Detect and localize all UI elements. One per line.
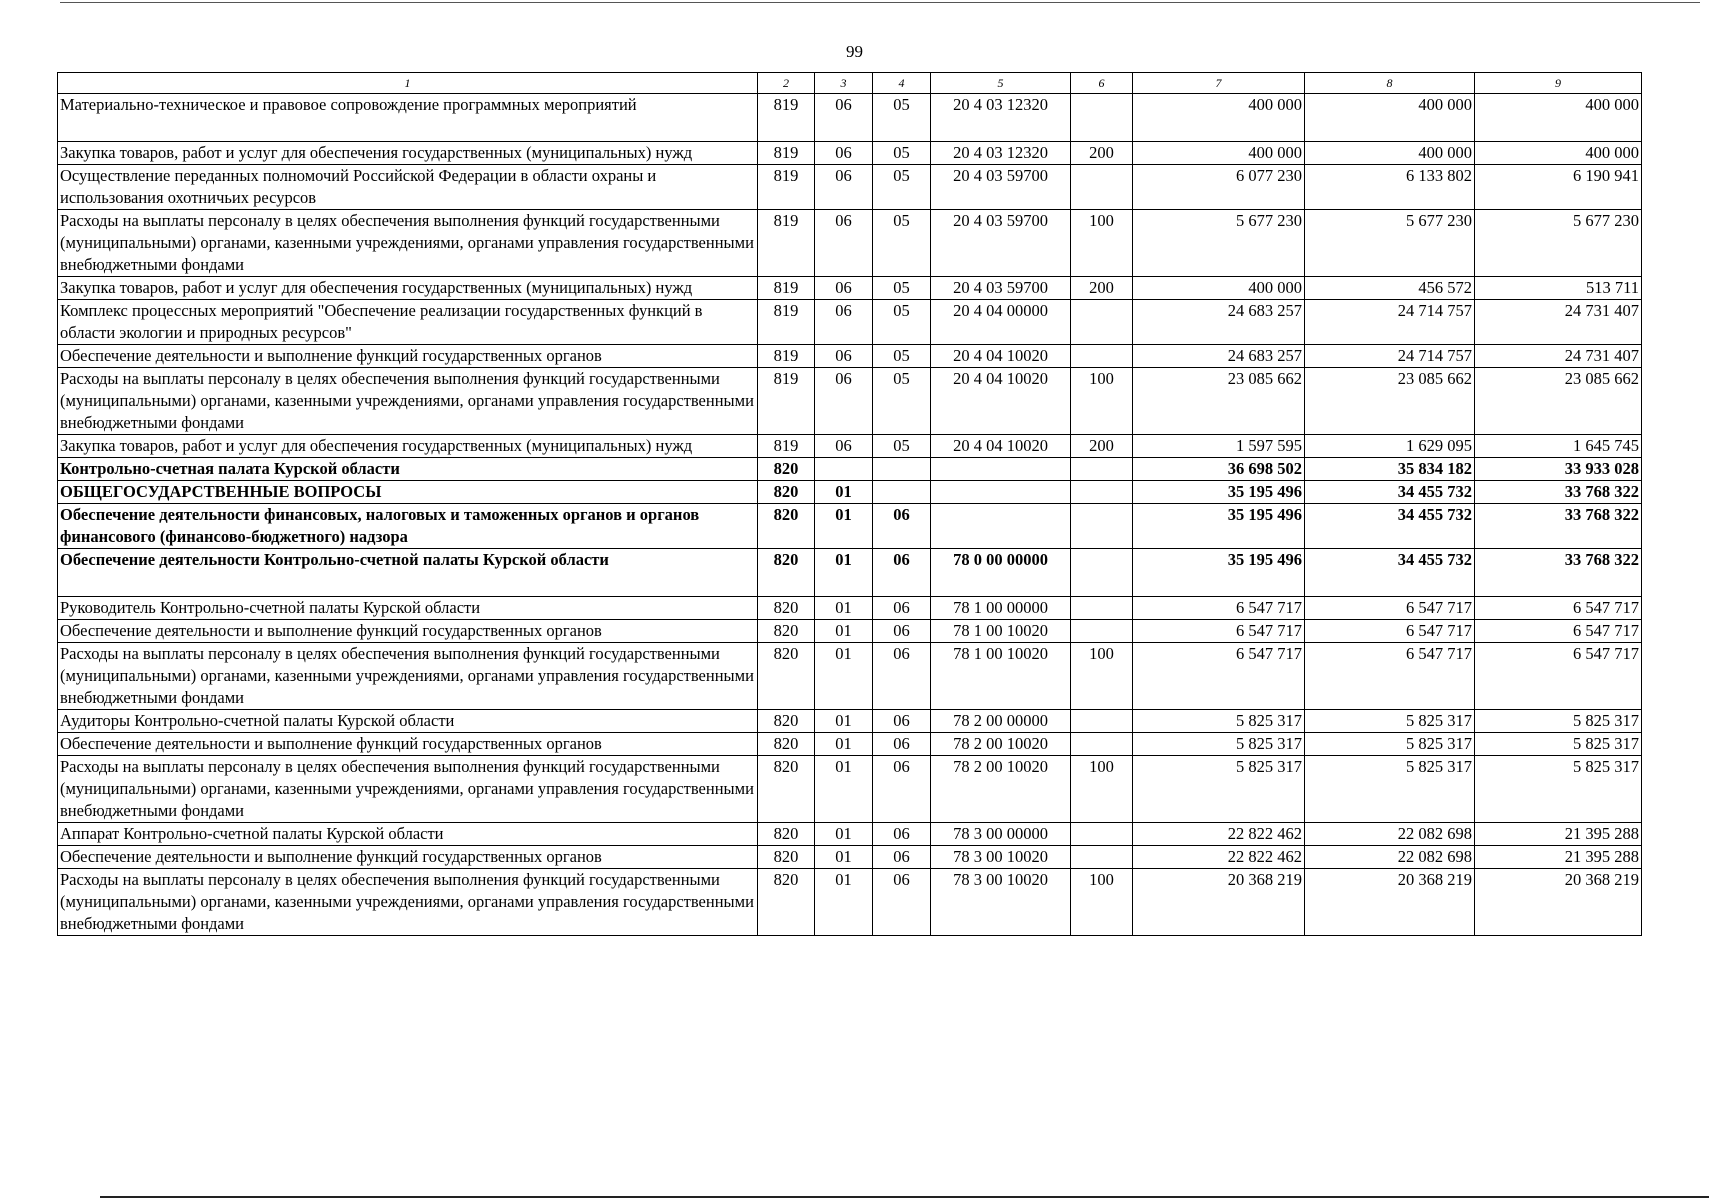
item-name: Закупка товаров, работ и услуг для обеспечения государственных (муниципальных) нужд: [58, 142, 758, 165]
amount-col-7: 35 195 496: [1133, 481, 1305, 504]
target-article-code: 20 4 03 59700: [931, 277, 1071, 300]
target-article-code: 20 4 03 59700: [931, 210, 1071, 277]
target-article-code: 78 2 00 10020: [931, 733, 1071, 756]
section-code: [815, 458, 873, 481]
amount-col-7: 5 677 230: [1133, 210, 1305, 277]
section-code: 01: [815, 504, 873, 549]
amount-col-7: 6 547 717: [1133, 643, 1305, 710]
table-row: [58, 643, 1642, 710]
expense-type-code: [1071, 300, 1133, 345]
expense-type-code: [1071, 94, 1133, 142]
ministry-code: 820: [758, 549, 815, 597]
amount-col-7: 6 547 717: [1133, 597, 1305, 620]
amount-col-7: 400 000: [1133, 94, 1305, 142]
item-name: Обеспечение деятельности и выполнение функций государственных органов: [58, 733, 758, 756]
subsection-code: 05: [873, 210, 931, 277]
target-article-code: 78 0 00 00000: [931, 549, 1071, 597]
section-code: 06: [815, 345, 873, 368]
amount-col-7: 36 698 502: [1133, 458, 1305, 481]
section-code: 01: [815, 643, 873, 710]
ministry-code: 820: [758, 504, 815, 549]
section-code: 01: [815, 733, 873, 756]
ministry-code: 819: [758, 368, 815, 435]
expense-type-code: 200: [1071, 142, 1133, 165]
table-row: [58, 597, 1642, 620]
target-article-code: 20 4 03 12320: [931, 94, 1071, 142]
subsection-code: [873, 481, 931, 504]
target-article-code: [931, 481, 1071, 504]
amount-col-8: 20 368 219: [1305, 869, 1475, 936]
section-code: 06: [815, 94, 873, 142]
ministry-code: 820: [758, 458, 815, 481]
item-name: Расходы на выплаты персоналу в целях обеспечения выполнения функций государственными (муниципальными) органами, казенными учреждениями, органами управления государственными внебюджетными фондами: [58, 368, 758, 435]
table-row: [58, 458, 1642, 481]
amount-col-9: 1 645 745: [1475, 435, 1642, 458]
section-code: 01: [815, 620, 873, 643]
subsection-code: 06: [873, 504, 931, 549]
amount-col-8: 24 714 757: [1305, 300, 1475, 345]
ministry-code: 819: [758, 345, 815, 368]
subsection-code: 05: [873, 165, 931, 210]
column-number: 3: [815, 73, 873, 94]
ministry-code: 819: [758, 142, 815, 165]
amount-col-9: 24 731 407: [1475, 345, 1642, 368]
expense-type-code: 200: [1071, 435, 1133, 458]
subsection-code: 05: [873, 94, 931, 142]
amount-col-7: 5 825 317: [1133, 733, 1305, 756]
ministry-code: 820: [758, 710, 815, 733]
ministry-code: 819: [758, 94, 815, 142]
column-number: 8: [1305, 73, 1475, 94]
table-row: [58, 733, 1642, 756]
expense-type-code: [1071, 549, 1133, 597]
item-name: Обеспечение деятельности и выполнение функций государственных органов: [58, 846, 758, 869]
section-code: 01: [815, 823, 873, 846]
amount-col-9: 21 395 288: [1475, 823, 1642, 846]
section-code: 01: [815, 597, 873, 620]
amount-col-7: 5 825 317: [1133, 710, 1305, 733]
table-row: [58, 277, 1642, 300]
amount-col-9: 5 825 317: [1475, 756, 1642, 823]
amount-col-8: 5 677 230: [1305, 210, 1475, 277]
amount-col-9: 24 731 407: [1475, 300, 1642, 345]
table-row: [58, 823, 1642, 846]
item-name: Обеспечение деятельности финансовых, налоговых и таможенных органов и органов финансового (финансово-бюджетного) надзора: [58, 504, 758, 549]
expense-type-code: [1071, 165, 1133, 210]
amount-col-7: 1 597 595: [1133, 435, 1305, 458]
amount-col-8: 34 455 732: [1305, 504, 1475, 549]
item-name: Контрольно-счетная палата Курской области: [58, 458, 758, 481]
table-row: [58, 300, 1642, 345]
subsection-code: 06: [873, 733, 931, 756]
section-code: 01: [815, 549, 873, 597]
subsection-code: [873, 458, 931, 481]
amount-col-9: 6 190 941: [1475, 165, 1642, 210]
section-code: 01: [815, 481, 873, 504]
table-row: [58, 710, 1642, 733]
amount-col-8: 5 825 317: [1305, 710, 1475, 733]
expense-type-code: 100: [1071, 756, 1133, 823]
table-row: [58, 345, 1642, 368]
item-name: Расходы на выплаты персоналу в целях обеспечения выполнения функций государственными (муниципальными) органами, казенными учреждениями, органами управления государственными внебюджетными фондами: [58, 869, 758, 936]
amount-col-7: 6 077 230: [1133, 165, 1305, 210]
subsection-code: 06: [873, 643, 931, 710]
amount-col-9: 5 825 317: [1475, 733, 1642, 756]
amount-col-8: 456 572: [1305, 277, 1475, 300]
column-number: 1: [58, 73, 758, 94]
table-row: [58, 549, 1642, 597]
target-article-code: 78 3 00 00000: [931, 823, 1071, 846]
budget-table: [57, 72, 1642, 936]
amount-col-9: 23 085 662: [1475, 368, 1642, 435]
target-article-code: 78 3 00 10020: [931, 869, 1071, 936]
bottom-rule: [100, 1196, 1709, 1198]
section-code: 06: [815, 142, 873, 165]
ministry-code: 819: [758, 435, 815, 458]
table-body: [58, 94, 1642, 936]
table-row: [58, 94, 1642, 142]
item-name: Комплекс процессных мероприятий "Обеспечение реализации государственных функций в области экологии и природных ресурсов": [58, 300, 758, 345]
item-name: Аппарат Контрольно-счетной палаты Курской области: [58, 823, 758, 846]
amount-col-8: 34 455 732: [1305, 481, 1475, 504]
section-code: 06: [815, 165, 873, 210]
subsection-code: 05: [873, 300, 931, 345]
amount-col-7: 24 683 257: [1133, 345, 1305, 368]
section-code: 01: [815, 846, 873, 869]
amount-col-9: 6 547 717: [1475, 597, 1642, 620]
ministry-code: 819: [758, 165, 815, 210]
column-number: 5: [931, 73, 1071, 94]
expense-type-code: [1071, 733, 1133, 756]
amount-col-7: 20 368 219: [1133, 869, 1305, 936]
column-number: 4: [873, 73, 931, 94]
section-code: 06: [815, 277, 873, 300]
ministry-code: 820: [758, 823, 815, 846]
amount-col-7: 22 822 462: [1133, 823, 1305, 846]
target-article-code: [931, 504, 1071, 549]
amount-col-7: 24 683 257: [1133, 300, 1305, 345]
expense-type-code: 200: [1071, 277, 1133, 300]
amount-col-7: 35 195 496: [1133, 504, 1305, 549]
amount-col-8: 1 629 095: [1305, 435, 1475, 458]
amount-col-9: 400 000: [1475, 142, 1642, 165]
top-rule: [60, 2, 1700, 3]
item-name: Материально-техническое и правовое сопровождение программных мероприятий: [58, 94, 758, 142]
item-name: Аудиторы Контрольно-счетной палаты Курской области: [58, 710, 758, 733]
subsection-code: 05: [873, 345, 931, 368]
table-row: [58, 756, 1642, 823]
expense-type-code: [1071, 846, 1133, 869]
target-article-code: 20 4 04 00000: [931, 300, 1071, 345]
item-name: ОБЩЕГОСУДАРСТВЕННЫЕ ВОПРОСЫ: [58, 481, 758, 504]
amount-col-8: 5 825 317: [1305, 756, 1475, 823]
table-row: [58, 481, 1642, 504]
item-name: Обеспечение деятельности и выполнение функций государственных органов: [58, 620, 758, 643]
item-name: Закупка товаров, работ и услуг для обеспечения государственных (муниципальных) нужд: [58, 435, 758, 458]
ministry-code: 819: [758, 277, 815, 300]
subsection-code: 05: [873, 368, 931, 435]
expense-type-code: [1071, 597, 1133, 620]
amount-col-7: 22 822 462: [1133, 846, 1305, 869]
table-row: [58, 165, 1642, 210]
ministry-code: 820: [758, 846, 815, 869]
subsection-code: 06: [873, 597, 931, 620]
amount-col-8: 6 133 802: [1305, 165, 1475, 210]
amount-col-8: 35 834 182: [1305, 458, 1475, 481]
expense-type-code: 100: [1071, 210, 1133, 277]
item-name: Закупка товаров, работ и услуг для обеспечения государственных (муниципальных) нужд: [58, 277, 758, 300]
expense-type-code: [1071, 481, 1133, 504]
subsection-code: 06: [873, 549, 931, 597]
ministry-code: 820: [758, 756, 815, 823]
expense-type-code: [1071, 823, 1133, 846]
ministry-code: 819: [758, 210, 815, 277]
table-row: [58, 504, 1642, 549]
amount-col-9: 33 768 322: [1475, 549, 1642, 597]
item-name: Обеспечение деятельности и выполнение функций государственных органов: [58, 345, 758, 368]
expense-type-code: [1071, 620, 1133, 643]
expense-type-code: [1071, 710, 1133, 733]
expense-type-code: [1071, 504, 1133, 549]
subsection-code: 06: [873, 846, 931, 869]
amount-col-9: 33 768 322: [1475, 481, 1642, 504]
column-number: 6: [1071, 73, 1133, 94]
target-article-code: 20 4 04 10020: [931, 435, 1071, 458]
amount-col-8: 34 455 732: [1305, 549, 1475, 597]
section-code: 06: [815, 368, 873, 435]
amount-col-8: 400 000: [1305, 94, 1475, 142]
table-row: [58, 142, 1642, 165]
expense-type-code: 100: [1071, 368, 1133, 435]
expense-type-code: [1071, 345, 1133, 368]
amount-col-7: 5 825 317: [1133, 756, 1305, 823]
amount-col-9: 6 547 717: [1475, 620, 1642, 643]
amount-col-9: 400 000: [1475, 94, 1642, 142]
column-number: 2: [758, 73, 815, 94]
amount-col-9: 33 768 322: [1475, 504, 1642, 549]
target-article-code: 78 1 00 10020: [931, 643, 1071, 710]
target-article-code: [931, 458, 1071, 481]
expense-type-code: 100: [1071, 643, 1133, 710]
amount-col-8: 6 547 717: [1305, 643, 1475, 710]
amount-col-9: 6 547 717: [1475, 643, 1642, 710]
table-row: [58, 869, 1642, 936]
item-name: Руководитель Контрольно-счетной палаты Курской области: [58, 597, 758, 620]
target-article-code: 78 3 00 10020: [931, 846, 1071, 869]
section-code: 01: [815, 710, 873, 733]
item-name: Осуществление переданных полномочий Российской Федерации в области охраны и использования охотничьих ресурсов: [58, 165, 758, 210]
amount-col-7: 23 085 662: [1133, 368, 1305, 435]
ministry-code: 820: [758, 869, 815, 936]
ministry-code: 820: [758, 643, 815, 710]
amount-col-7: 6 547 717: [1133, 620, 1305, 643]
page-number: 99: [846, 42, 863, 61]
target-article-code: 20 4 04 10020: [931, 368, 1071, 435]
subsection-code: 05: [873, 142, 931, 165]
amount-col-9: 21 395 288: [1475, 846, 1642, 869]
expense-type-code: [1071, 458, 1133, 481]
subsection-code: 06: [873, 823, 931, 846]
amount-col-7: 400 000: [1133, 142, 1305, 165]
target-article-code: 78 2 00 10020: [931, 756, 1071, 823]
amount-col-8: 400 000: [1305, 142, 1475, 165]
section-code: 06: [815, 300, 873, 345]
amount-col-9: 33 933 028: [1475, 458, 1642, 481]
subsection-code: 06: [873, 710, 931, 733]
subsection-code: 06: [873, 869, 931, 936]
amount-col-8: 24 714 757: [1305, 345, 1475, 368]
ministry-code: 819: [758, 300, 815, 345]
section-code: 01: [815, 756, 873, 823]
amount-col-9: 5 825 317: [1475, 710, 1642, 733]
amount-col-8: 23 085 662: [1305, 368, 1475, 435]
column-number-row: [58, 73, 1642, 94]
item-name: Обеспечение деятельности Контрольно-счетной палаты Курской области: [58, 549, 758, 597]
amount-col-9: 20 368 219: [1475, 869, 1642, 936]
target-article-code: 20 4 03 12320: [931, 142, 1071, 165]
amount-col-9: 513 711: [1475, 277, 1642, 300]
table-row: [58, 846, 1642, 869]
section-code: 01: [815, 869, 873, 936]
amount-col-8: 5 825 317: [1305, 733, 1475, 756]
amount-col-9: 5 677 230: [1475, 210, 1642, 277]
subsection-code: 06: [873, 756, 931, 823]
ministry-code: 820: [758, 481, 815, 504]
table-row: [58, 620, 1642, 643]
target-article-code: 78 2 00 00000: [931, 710, 1071, 733]
amount-col-8: 6 547 717: [1305, 620, 1475, 643]
subsection-code: 05: [873, 277, 931, 300]
target-article-code: 20 4 03 59700: [931, 165, 1071, 210]
amount-col-8: 6 547 717: [1305, 597, 1475, 620]
target-article-code: 78 1 00 10020: [931, 620, 1071, 643]
table-row: [58, 368, 1642, 435]
amount-col-7: 35 195 496: [1133, 549, 1305, 597]
expense-type-code: 100: [1071, 869, 1133, 936]
subsection-code: 06: [873, 620, 931, 643]
item-name: Расходы на выплаты персоналу в целях обеспечения выполнения функций государственными (муниципальными) органами, казенными учреждениями, органами управления государственными внебюджетными фондами: [58, 643, 758, 710]
ministry-code: 820: [758, 597, 815, 620]
ministry-code: 820: [758, 620, 815, 643]
subsection-code: 05: [873, 435, 931, 458]
amount-col-7: 400 000: [1133, 277, 1305, 300]
section-code: 06: [815, 210, 873, 277]
amount-col-8: 22 082 698: [1305, 846, 1475, 869]
item-name: Расходы на выплаты персоналу в целях обеспечения выполнения функций государственными (муниципальными) органами, казенными учреждениями, органами управления государственными внебюджетными фондами: [58, 756, 758, 823]
item-name: Расходы на выплаты персоналу в целях обеспечения выполнения функций государственными (муниципальными) органами, казенными учреждениями, органами управления государственными внебюджетными фондами: [58, 210, 758, 277]
table-row: [58, 210, 1642, 277]
section-code: 06: [815, 435, 873, 458]
target-article-code: 78 1 00 00000: [931, 597, 1071, 620]
amount-col-8: 22 082 698: [1305, 823, 1475, 846]
target-article-code: 20 4 04 10020: [931, 345, 1071, 368]
column-number: 7: [1133, 73, 1305, 94]
table-row: [58, 435, 1642, 458]
ministry-code: 820: [758, 733, 815, 756]
column-number: 9: [1475, 73, 1642, 94]
